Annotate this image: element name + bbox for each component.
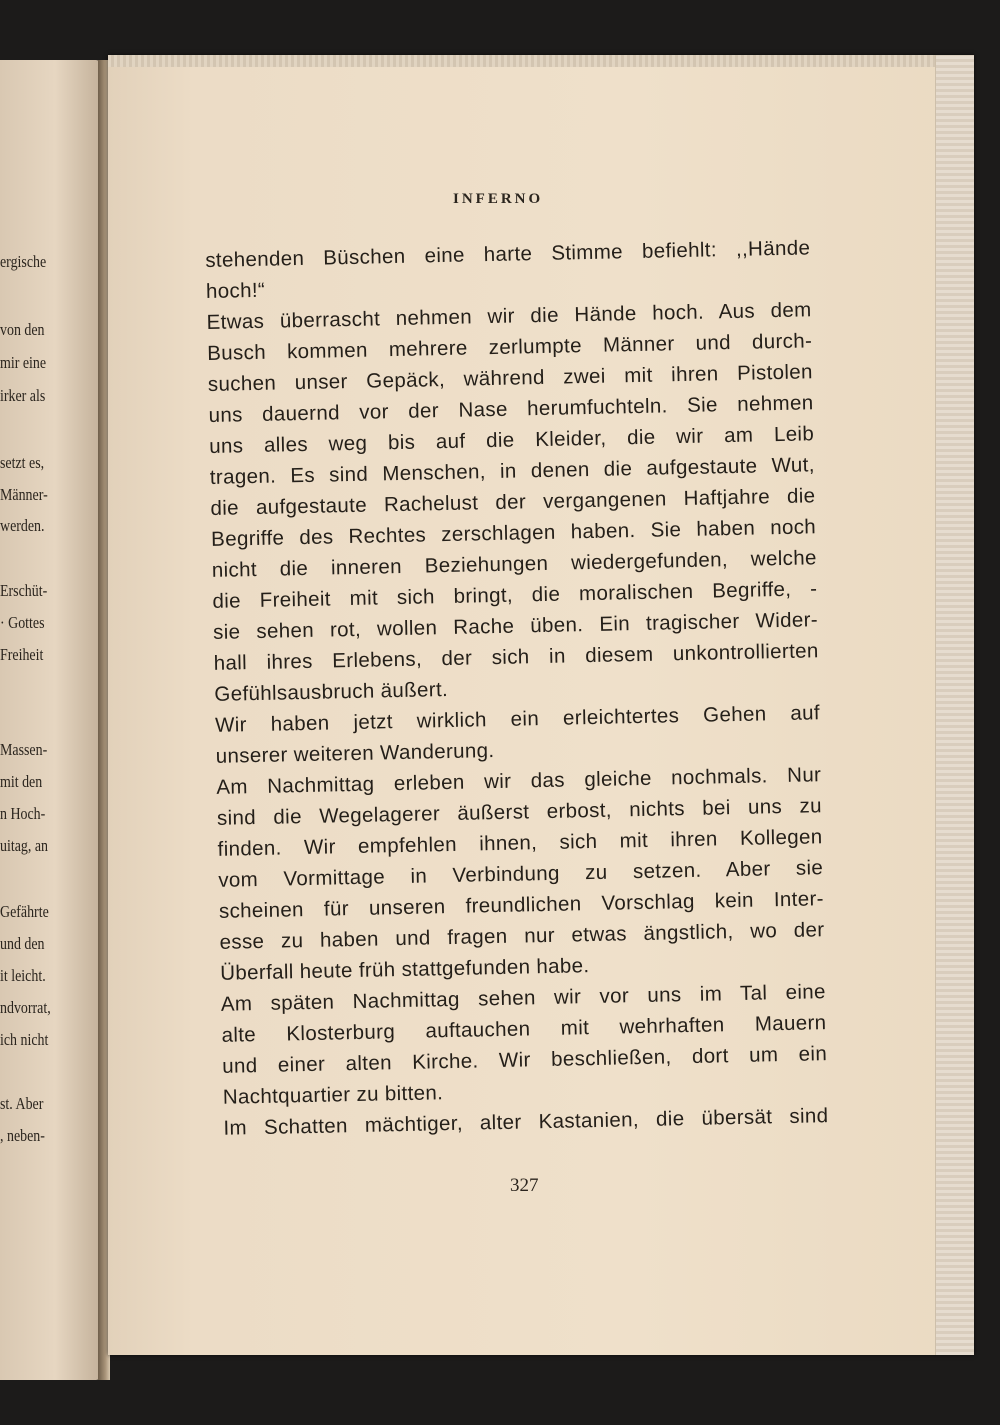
text-line: esse zu haben und fragen nur etwas ängstlich, wo der (219, 918, 825, 954)
text-line: Etwas überrascht nehmen wir die Hände hoch. Aus dem (206, 298, 812, 334)
text-line: Am späten Nachmittag sehen wir vor uns im Tal eine (220, 980, 827, 1016)
left-page-line: · Gottes (0, 613, 45, 632)
text-line: hoch!“ (205, 278, 266, 303)
text-line: Am Nachmittag erleben wir das gleiche nochmals. Nur (216, 763, 822, 799)
left-page-line: ergische (0, 252, 47, 271)
text-line: uns alles weg bis auf die Kleider, die wir am Leib (208, 422, 815, 458)
text-line: Nachtquartier zu bitten. (222, 1081, 444, 1109)
text-line: Gefühlsausbruch äußert. (214, 678, 449, 706)
left-page-line: it leicht. (0, 966, 46, 985)
left-page-line: Massen- (0, 740, 48, 759)
text-line: nicht die inneren Beziehungen wiedergefunden, welche (211, 546, 817, 582)
left-page-line: Gefährte (0, 902, 49, 921)
text-line: die aufgestaute Rachelust der vergangenen Haftjahre die (210, 484, 816, 520)
text-line: hall ihres Erlebens, der sich in diesem unkontrollierten (213, 639, 819, 675)
text-line: alte Klosterburg auftauchen mit wehrhaften Mauern (221, 1011, 827, 1047)
text-line: sind die Wegelagerer äußerst erbost, nichts bei uns zu (216, 794, 823, 830)
text-line: finden. Wir empfehlen ihnen, sich mit ihren Kollegen (217, 825, 823, 861)
left-page-line: n Hoch- (0, 804, 46, 823)
text-line: suchen unser Gepäck, während zwei mit ihren Pistolen (207, 360, 814, 396)
left-page-line: ich nicht (0, 1030, 49, 1049)
text-line: uns dauernd vor der Nase herumfuchteln. Sie nehmen (208, 391, 814, 427)
text-line: Busch kommen mehrere zerlumpte Männer und durch- (207, 329, 813, 365)
text-line: und einer alten Kirche. Wir beschließen, dort um ein (221, 1042, 828, 1078)
page-fore-edge (935, 55, 974, 1355)
left-page-line: Männer- (0, 485, 48, 504)
left-page-line: werden. (0, 516, 45, 535)
left-page-line: mit den (0, 772, 43, 791)
text-line: Wir haben jetzt wirklich ein erleichtertes Gehen auf (214, 701, 821, 737)
left-page-line: und den (0, 934, 45, 953)
text-line: Im Schatten mächtiger, alter Kastanien, die übersät sind (223, 1104, 829, 1140)
left-page-line: Freiheit (0, 645, 44, 664)
text-line: Überfall heute früh stattgefunden habe. (220, 954, 590, 985)
text-line: stehenden Büschen eine harte Stimme befiehlt: ,,Hände (205, 236, 811, 272)
text-line: die Freiheit mit sich bringt, die moralischen Begriffe, - (212, 577, 818, 613)
text-line: sie sehen rot, wollen Rache üben. Ein tragischer Wider- (212, 608, 819, 644)
left-page-line: Erschüt- (0, 581, 48, 600)
right-page (108, 55, 974, 1355)
text-line: vom Vormittage in Verbindung zu setzen. Aber sie (218, 856, 824, 892)
left-page-line: , neben- (0, 1126, 45, 1145)
text-line: scheinen für unseren freundlichen Vorschlag kein Inter- (218, 887, 825, 923)
left-page-line: ndvorrat, (0, 998, 51, 1017)
body-text (205, 232, 829, 1143)
page-number: 327 (510, 1175, 539, 1196)
running-head: INFERNO (453, 191, 544, 207)
text-line: Begriffe des Rechtes zerschlagen haben. Sie haben noch (210, 515, 817, 551)
text-line: unserer weiteren Wanderung. (215, 739, 495, 768)
page-top-edge (108, 55, 974, 67)
left-page-line: setzt es, (0, 453, 45, 472)
left-page-line: uitag, an (0, 836, 49, 855)
left-page-line: st. Aber (0, 1094, 44, 1113)
left-page-line: mir eine (0, 353, 47, 372)
left-page (0, 60, 100, 1380)
left-page-line: irker als (0, 386, 46, 405)
left-page-line: von den (0, 320, 45, 339)
text-line: tragen. Es sind Menschen, in denen die aufgestaute Wut, (209, 453, 815, 489)
